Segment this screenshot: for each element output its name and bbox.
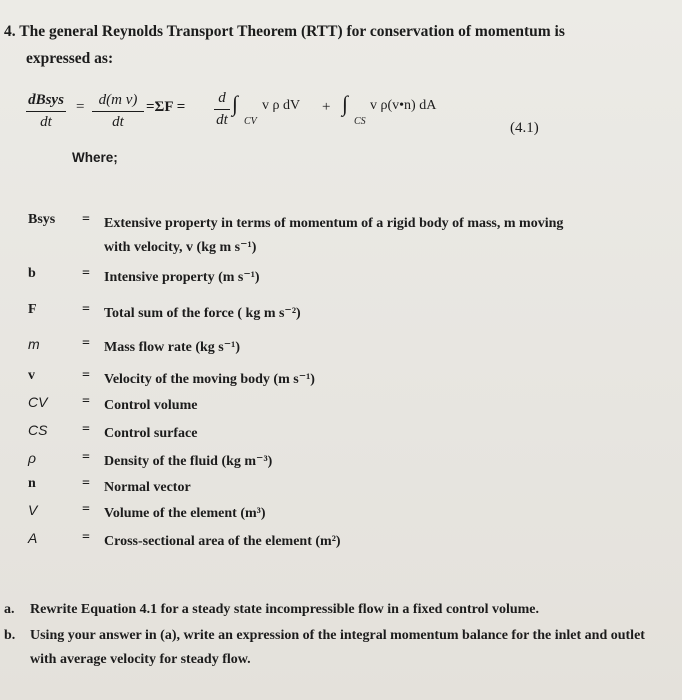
task-list	[2, 598, 672, 672]
eq-mv-numerator: d(m v)	[92, 92, 144, 112]
integral-cv-body: v ρ dV	[262, 98, 301, 113]
where-label: Where;	[72, 150, 118, 165]
definition-equals: =	[82, 450, 90, 465]
definition-symbol: A	[28, 530, 38, 546]
definition-equals: =	[82, 266, 90, 281]
question-heading	[4, 22, 664, 69]
eq-equals-1: =	[76, 99, 85, 115]
equation-number: (4.1)	[510, 120, 539, 136]
definition-text: Extensive property in terms of momentum of a rigid body of mass, m moving with velocity, v (kg m s⁻¹)	[104, 216, 564, 255]
definition-symbol: ρ	[28, 450, 37, 466]
definition-symbol: CS	[28, 422, 48, 438]
eq-d-dt-fraction	[214, 90, 230, 129]
definition-equals: =	[82, 368, 90, 383]
definition-text: Normal vector	[104, 480, 191, 495]
integral-cs-sign: ∫	[342, 91, 349, 116]
eq-lhs-numerator: dBsys	[26, 92, 66, 112]
integral-cs-subscript: CS	[354, 116, 366, 127]
definition-equals: =	[82, 476, 90, 491]
integral-cv-sign: ∫	[232, 91, 239, 116]
task-a	[2, 598, 672, 622]
definition-equals: =	[82, 336, 90, 351]
definition-text: Cross-sectional area of the element (m²)	[104, 534, 341, 549]
integral-cs-body: v ρ(v•n) dA	[370, 98, 437, 113]
definition-text: Velocity of the moving body (m s⁻¹)	[104, 372, 315, 387]
question-number: 4.	[4, 23, 16, 40]
eq-lhs-denominator: dt	[40, 114, 52, 130]
definition-text: Density of the fluid (kg m⁻³)	[104, 454, 273, 469]
task-label: a.	[4, 602, 15, 617]
task-b	[2, 624, 672, 672]
eq-mv-denominator: dt	[112, 114, 124, 130]
definition-equals: =	[82, 394, 90, 409]
definition-equals: =	[82, 530, 90, 545]
task-label: b.	[4, 628, 16, 643]
eq-d-numerator: d	[214, 90, 230, 110]
definition-text: Total sum of the force ( kg m s⁻²)	[104, 306, 301, 321]
eq-d-denominator: dt	[216, 112, 228, 128]
definition-equals: =	[82, 212, 90, 227]
integral-cv-subscript: CV	[244, 116, 257, 127]
definition-text: Control volume	[104, 398, 198, 413]
definition-symbol: v	[28, 368, 35, 383]
question-text-line2: expressed as:	[26, 50, 114, 67]
eq-lhs-fraction	[26, 92, 66, 131]
definition-equals: =	[82, 422, 90, 437]
rtt-equation	[0, 86, 682, 146]
definition-symbol: F	[28, 302, 37, 317]
definition-equals: =	[82, 502, 90, 517]
definition-text: Mass flow rate (kg s⁻¹)	[104, 340, 241, 355]
definition-symbol: m	[28, 336, 40, 352]
task-text: Using your answer in (a), write an expression of the integral momentum balance for the inlet and outlet with average velocity for steady flow.	[30, 628, 645, 667]
definition-symbol: b	[28, 266, 36, 281]
definition-text: Intensive property (m s⁻¹)	[104, 270, 260, 285]
task-text: Rewrite Equation 4.1 for a steady state incompressible flow in a fixed control volume.	[30, 602, 540, 617]
eq-sum-force: =ΣF =	[146, 99, 186, 115]
question-text-line1: The general Reynolds Transport Theorem (RTT) for conservation of momentum is	[19, 23, 565, 40]
definition-text: Volume of the element (m³)	[104, 506, 266, 521]
definition-equals: =	[82, 302, 90, 317]
definition-symbol: Bsys	[28, 212, 56, 227]
eq-mv-fraction	[92, 92, 144, 131]
eq-plus: +	[322, 99, 331, 115]
definition-symbol: n	[28, 476, 36, 491]
definition-symbol: CV	[28, 394, 48, 410]
definition-text: Control surface	[104, 426, 198, 441]
definition-symbol: V	[28, 502, 38, 518]
